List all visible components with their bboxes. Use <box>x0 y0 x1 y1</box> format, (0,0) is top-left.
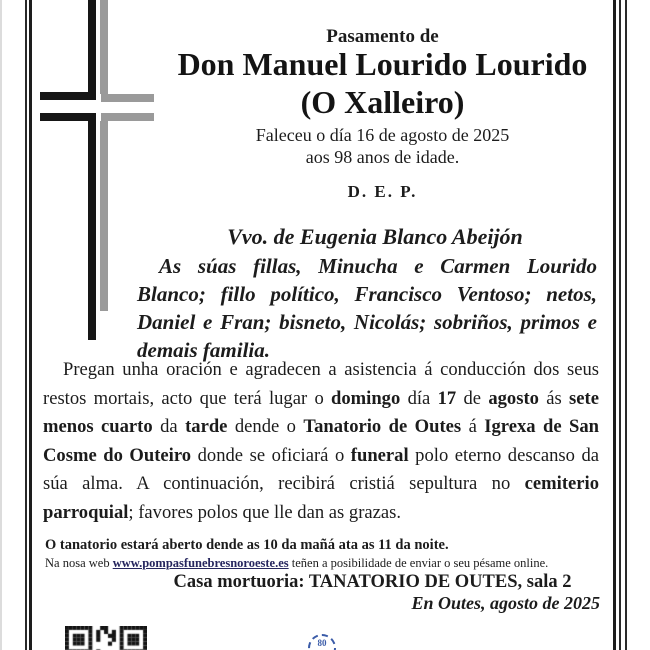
relatives-paragraph: As súas fillas, Minucha e Carmen Lourido Blanco; fillo político, Francisco Ventoso; netos, Daniel e Fran; bisneto, Nicolás; sobriños, primos e demais familia. <box>137 254 597 362</box>
cross-gray-vertical-top <box>100 0 108 94</box>
page-edge-strip <box>0 0 2 650</box>
frame-line-right-middle <box>619 0 621 650</box>
funeral-announcement: Pregan unha oración e agradecen a asistencia á conducción dos seus restos mortais, acto que terá lugar o domingo día 17 de agosto ás sete menos cuarto da tarde dende o Tanatorio de Outes á Igrexa de San Cosme do Outeiro donde se oficiará o funeral polo eterno descanso da súa alma. A continuación, recibirá cristiá sepultura no cemiterio parroquial; favores polos que lle dan as grazas. <box>43 359 600 523</box>
cross-gray-arm-lower <box>101 113 154 121</box>
deceased-name: Don Manuel Lourido Lourido <box>177 46 588 82</box>
web-line-prefix: Na nosa web <box>45 556 113 570</box>
cross-black-arm-upper <box>40 92 96 100</box>
deceased-alias: (O Xalleiro) <box>300 84 465 120</box>
cross-black-vertical-top <box>88 0 96 100</box>
cross-gray-vertical-bottom <box>100 121 108 311</box>
tanatorio-hours-line: O tanatorio estará aberto dende as 10 da mañá ata as 11 da noite. <box>45 537 449 553</box>
mortuary-place: TANATORIO DE OUTES <box>308 572 518 592</box>
web-condolence-line <box>45 556 548 571</box>
place-date-line: En Outes, agosto de 2025 <box>411 593 600 613</box>
mortuary-label: Casa mortuoria: <box>173 572 309 592</box>
logo-number: 80 <box>317 638 327 648</box>
qr-code-icon <box>65 626 147 650</box>
mortuary-room: , sala 2 <box>517 572 572 592</box>
age-line: aos 98 anos de idade. <box>305 147 460 167</box>
intro-line: Pasamento de <box>326 26 439 47</box>
web-line-suffix: teñen a posibilidade de enviar o seu pésame online. <box>288 556 549 570</box>
death-date-line: Faleceu o día 16 de agosto de 2025 <box>255 125 510 145</box>
condolence-website-link[interactable]: www.pompasfunebresnoroeste.es <box>112 556 289 570</box>
frame-line-right-outer <box>625 0 627 650</box>
frame-line-right-inner <box>613 0 616 650</box>
mortuary-line <box>145 572 600 593</box>
funeral-home-wreath-logo-icon <box>308 634 336 650</box>
cross-black-vertical-bottom <box>88 113 96 340</box>
cross-gray-arm-upper <box>101 94 154 102</box>
frame-line-left-inner <box>29 0 32 650</box>
spouse-line: Vvo. de Eugenia Blanco Abeijón <box>227 224 523 249</box>
rip-abbreviation: D. E. P. <box>347 182 418 201</box>
frame-line-left-outer <box>25 0 27 650</box>
